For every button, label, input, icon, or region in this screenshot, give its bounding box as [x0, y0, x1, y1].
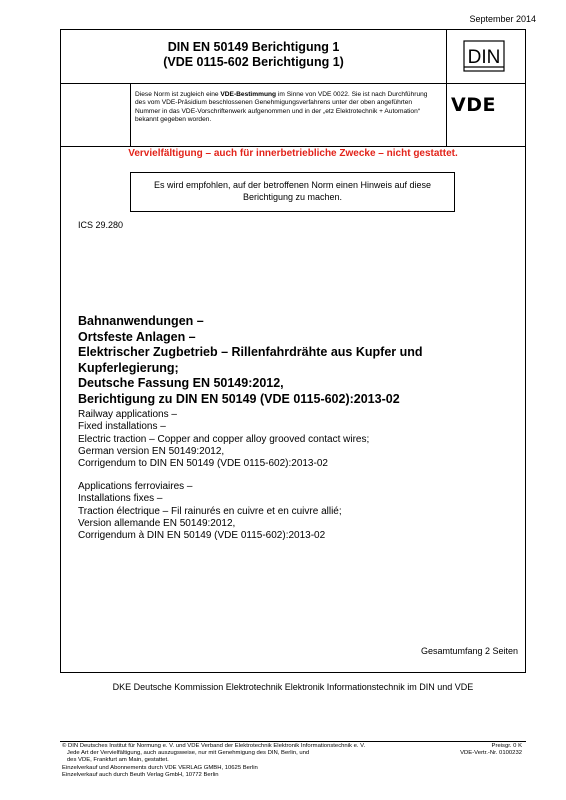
- french-title-line: Corrigendum à DIN EN 50149 (VDE 0115-602):2013-02: [78, 530, 326, 542]
- german-title-line: Elektrischer Zugbetrieb – Rillenfahrdrähte aus Kupfer und: [78, 345, 423, 359]
- notice-line: Es wird empfohlen, auf der betroffenen Norm einen Hinweis auf diese: [154, 180, 431, 190]
- document-title-line: (VDE 0115-602 Berichtigung 1): [163, 55, 344, 69]
- english-title-line: Corrigendum to DIN EN 50149 (VDE 0115-602):2013-02: [78, 458, 328, 470]
- vde-logo: VDE: [451, 94, 496, 116]
- english-title: [78, 409, 518, 470]
- ics-code: ICS 29.280: [78, 220, 124, 230]
- german-title-line: Ortsfeste Anlagen –: [78, 329, 196, 344]
- english-title-line: German version EN 50149:2012,: [78, 445, 225, 457]
- frame-divider-horizontal: [61, 83, 525, 84]
- german-title-line: Kupferlegierung;: [78, 360, 179, 375]
- frame-divider-vertical-left: [130, 83, 131, 146]
- vde-notice-text: [135, 91, 437, 124]
- german-title-line: Berichtigung zu DIN EN 50149 (VDE 0115-602):2013-02: [78, 391, 400, 406]
- german-title-line: Bahnanwendungen –: [78, 314, 204, 328]
- price-group-footer: [432, 743, 522, 758]
- reproduction-warning: Vervielfältigung – auch für innerbetriebliche Zwecke – nicht gestattet.: [128, 148, 458, 159]
- price-group: Preisgr. 0 K: [491, 743, 522, 749]
- document-title: [61, 40, 446, 70]
- din-logo: [463, 40, 505, 74]
- french-title-line: Installations fixes –: [78, 493, 163, 505]
- footer-line: Jede Art der Vervielfältigung, auch auszugsweise, nur mit Genehmigung des DIN, Berlin, und: [62, 750, 310, 757]
- german-title: [78, 314, 518, 407]
- french-title-line: Applications ferroviaires –: [78, 481, 193, 492]
- vde-note-post: im Sinne von VDE 0022. Sie ist nach Durchführung des vom VDE-Präsidium beschlossenen Genehmigungsverfahrens unter der oben angeführten Nummer in das VDE-Vorschriftenwerk aufgenommen und in der „etz Elektrotechnik + Automation“ bekannt gegeben worden.: [135, 91, 428, 123]
- issue-date: September 2014: [469, 14, 536, 24]
- footer-line: Einzelverkauf und Abonnements durch VDE VERLAG GMBH, 10625 Berlin: [62, 764, 258, 771]
- footer-line: des VDE, Frankfurt am Main, gestattet.: [62, 757, 169, 764]
- english-title-line: Fixed installations –: [78, 421, 166, 433]
- vde-note-bold: VDE-Bestimmung: [220, 91, 277, 98]
- english-title-line: Electric traction – Copper and copper alloy grooved contact wires;: [78, 433, 370, 445]
- vde-distribution-number: VDE-Vertr.-Nr. 0100232: [460, 750, 522, 757]
- footer-line: © DIN Deutsches Institut für Normung e. V. und VDE Verband der Elektrotechnik Elektronik Informationstechnik e. V.: [62, 743, 366, 749]
- dke-committee: DKE Deutsche Kommission Elektrotechnik Elektronik Informationstechnik im DIN und VDE: [112, 682, 474, 692]
- french-title-line: Traction électrique – Fil rainurés en cuivre et en cuivre allié;: [78, 505, 342, 517]
- vde-note-pre: Diese Norm ist zugleich eine: [135, 91, 221, 98]
- german-title-line: Deutsche Fassung EN 50149:2012,: [78, 376, 284, 390]
- frame-divider-horizontal: [61, 146, 525, 147]
- footer-line: Einzelverkauf auch durch Beuth Verlag GmbH, 10772 Berlin: [62, 771, 219, 778]
- french-title: [78, 481, 518, 542]
- din-logo-text: DIN: [467, 47, 501, 68]
- english-title-line: Railway applications –: [78, 409, 177, 420]
- document-title-line: DIN EN 50149 Berichtigung 1: [167, 40, 340, 54]
- notice-line: Berichtigung zu machen.: [242, 191, 343, 202]
- corrigendum-notice-box: [130, 172, 455, 212]
- footer-rule: [60, 741, 526, 742]
- copyright-footer: [62, 743, 422, 779]
- french-title-line: Version allemande EN 50149:2012,: [78, 517, 236, 529]
- total-pages: Gesamtumfang 2 Seiten: [420, 646, 518, 656]
- frame-divider-vertical: [446, 30, 447, 146]
